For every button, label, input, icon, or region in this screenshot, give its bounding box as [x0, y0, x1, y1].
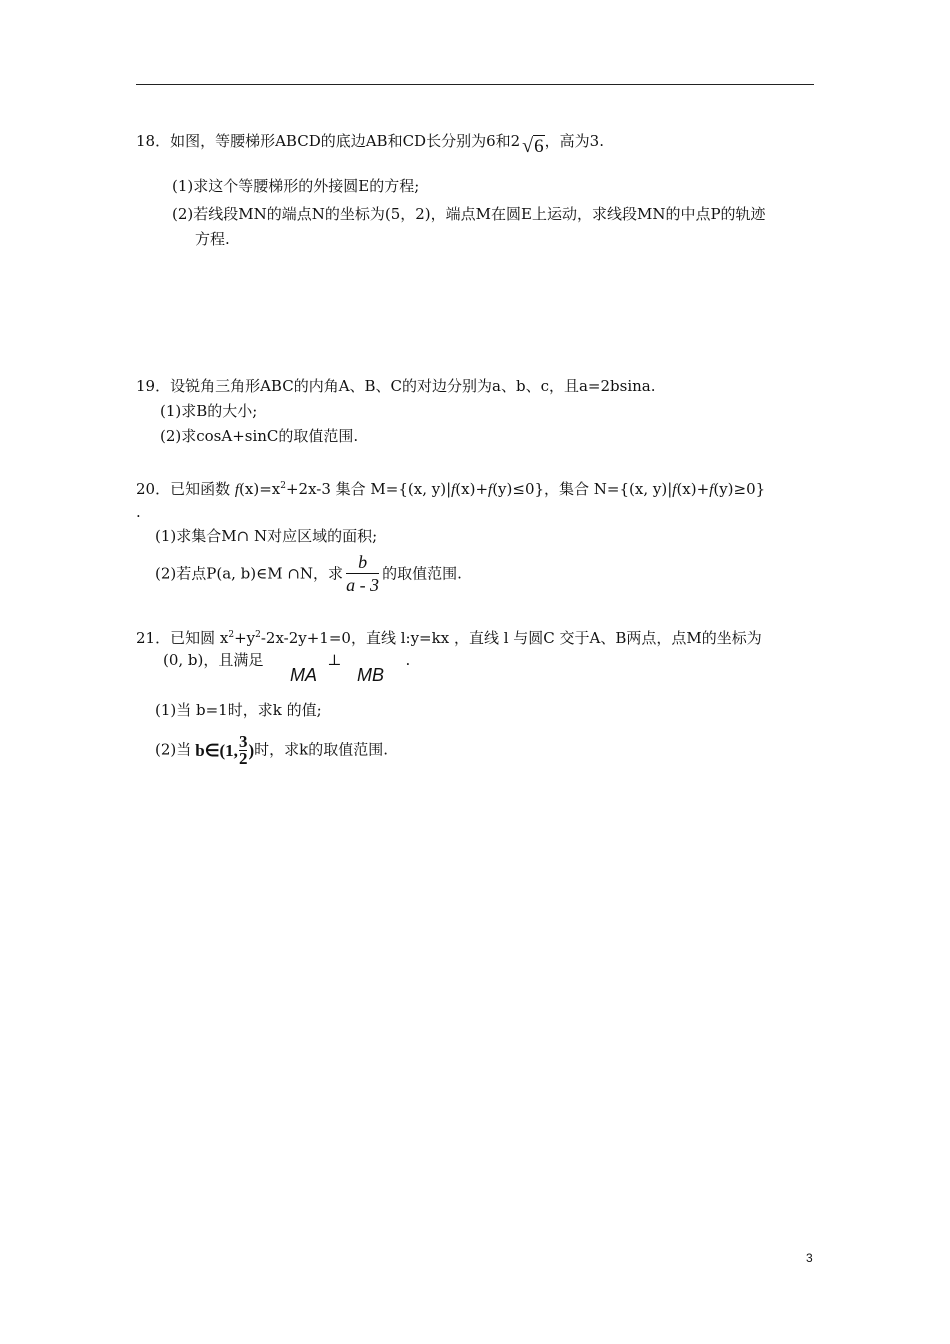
q20-text: (x)=x [239, 480, 281, 498]
q20-text: (y)≥0} [713, 480, 766, 498]
q20-text: 20．已知函数 [136, 480, 235, 498]
fraction-b-over-a-minus-3 [346, 551, 379, 596]
q18-part2: (2)若线段MN的端点N的坐标为(5，2)，端点M在圆E上运动，求线段MN的中点P的轨迹 [172, 205, 766, 223]
q18-stem [136, 130, 604, 157]
q20-stem [136, 476, 765, 500]
exponent: 2 [255, 630, 261, 640]
q21-part1: (1)当 b=1时，求k 的值; [155, 701, 322, 719]
q21-part2-text: (2)当 [155, 740, 192, 759]
q20-part2-end: 的取值范围. [382, 564, 462, 583]
interval-text: b∈(1, [195, 740, 238, 760]
vector-ma: MA [290, 665, 317, 685]
q20-text: (y)≤0}，集合 N={(x, y)| [492, 480, 673, 498]
q19-part1: (1)求B的大小; [160, 402, 258, 420]
q21-text: 21．已知圆 x [136, 629, 229, 647]
q20-part2-text: (2)若点P(a, b)∈M ∩N，求 [155, 564, 344, 583]
q18-part1: (1)求这个等腰梯形的外接圆E的方程; [172, 177, 420, 195]
frac-denominator: a - 3 [346, 575, 380, 595]
q20-part2 [155, 552, 462, 597]
q18-stem-end: ，高为3. [544, 132, 604, 150]
q21-text: -2x-2y+1=0，直线 l:y=kx ，直线 l 与圆C 交于A、B两点，点M的坐标为 [260, 629, 762, 647]
q21-text: +y [234, 629, 256, 647]
q18-part2-cont: 方程. [195, 230, 230, 248]
vector-mb: MB [357, 665, 384, 685]
sqrt-arg: 6 [534, 136, 544, 157]
q21-stem [136, 625, 762, 648]
perpendicular-symbol: ⊥ [327, 651, 342, 669]
interval-b [195, 734, 254, 767]
q21-text: (0, b)，且满足 [163, 651, 264, 669]
frac-numerator: b [358, 552, 368, 572]
q21-part2-end: 时，求k的取值范围. [254, 740, 388, 759]
q20-part1: (1)求集合M∩ N对应区域的面积; [155, 527, 378, 545]
exponent: 2 [228, 630, 235, 640]
page-number: 3 [806, 1251, 813, 1265]
q18-stem-text: 18．如图，等腰梯形ABCD的底边AB和CD长分别为6和2 [136, 132, 521, 150]
q20-trailing-dot: . [136, 503, 141, 521]
frac-numerator: 3 [238, 732, 248, 751]
function-f: f [488, 482, 493, 498]
sqrt-six: √6 [522, 135, 544, 157]
q21-part2 [155, 734, 388, 767]
function-f: f [672, 482, 677, 498]
q20-text: +2x-3 集合 M={(x, y)| [285, 480, 452, 498]
exponent: 2 [280, 481, 286, 491]
q19-part2: (2)求cosA+sinC的取值范围. [160, 427, 359, 445]
q21-text: . [405, 651, 411, 669]
function-f: f [451, 482, 456, 498]
interval-close: ) [248, 740, 255, 760]
frac-denominator: 2 [238, 749, 248, 768]
header-rule [136, 84, 814, 85]
fraction-three-halves [239, 734, 248, 767]
function-f: f [709, 482, 714, 498]
q20-text: (x)+ [676, 480, 710, 498]
q19-stem: 19．设锐角三角形ABC的内角A、B、C的对边分别为a、b、c，且a=2bsina. [136, 377, 656, 395]
q20-text: (x)+ [455, 480, 489, 498]
function-f: f [234, 482, 240, 498]
